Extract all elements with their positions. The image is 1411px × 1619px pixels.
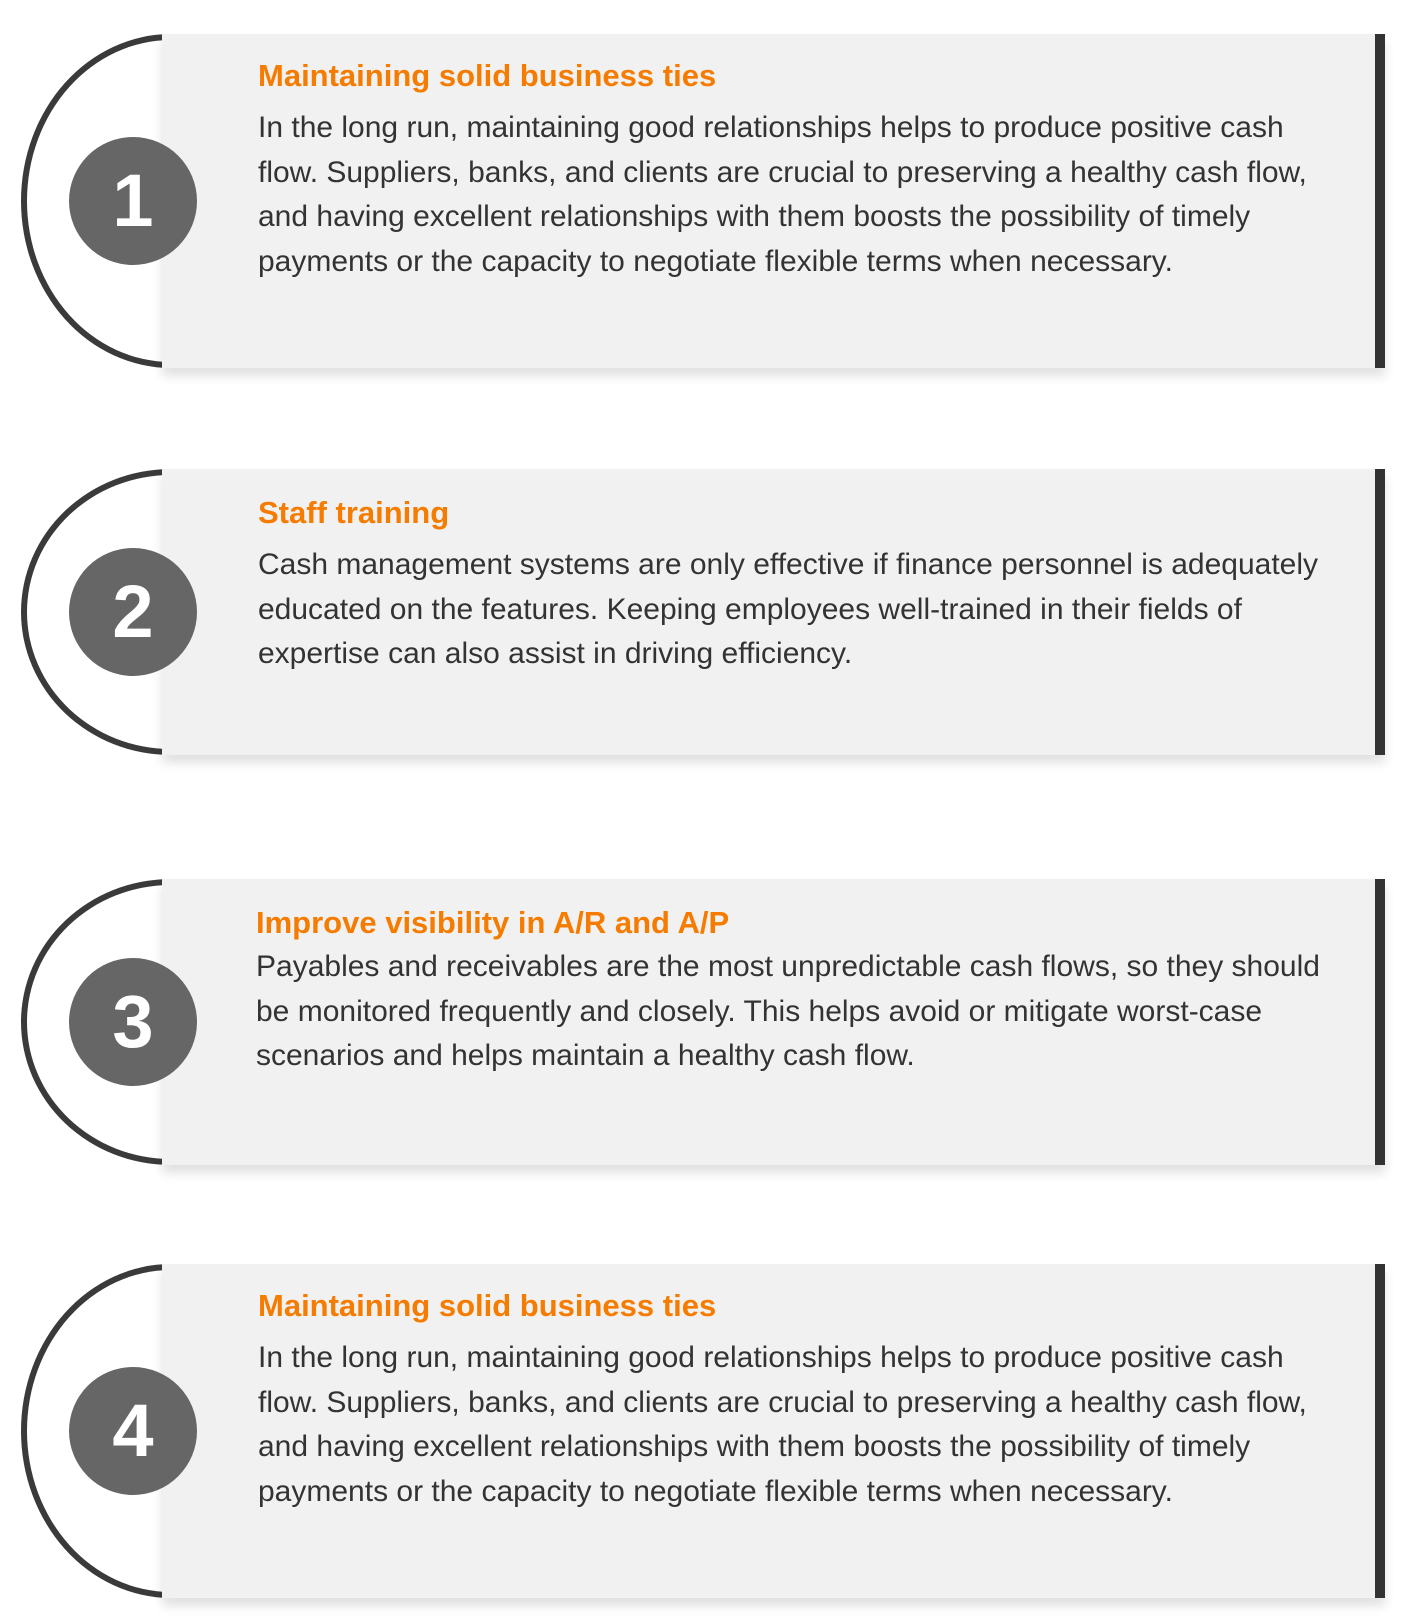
step-number-badge: 3: [69, 958, 197, 1086]
step-4: [0, 1264, 1411, 1598]
step-title: Improve visibility in A/R and A/P: [256, 905, 730, 940]
step-number-badge: 4: [69, 1367, 197, 1495]
step-body: In the long run, maintaining good relationships helps to produce positive cash flow. Suppliers, banks, and clients are crucial to preserving a healthy cash flow, and having excellent relationships with them boosts the possibility of timely payments or the capacity to negotiate flexible terms when necessary.: [258, 111, 1307, 278]
step-3: [0, 879, 1411, 1165]
step-body: In the long run, maintaining good relationships helps to produce positive cash flow. Suppliers, banks, and clients are crucial to preserving a healthy cash flow, and having excellent relationships with them boosts the possibility of timely payments or the capacity to negotiate flexible terms when necessary.: [258, 1341, 1307, 1508]
step-body: Cash management systems are only effective if finance personnel is adequately educated on the features. Keeping employees well-trained in their fields of expertise can also assist in driving efficiency.: [258, 548, 1319, 670]
step-2: [0, 469, 1411, 755]
step-title: Maintaining solid business ties: [258, 1288, 717, 1323]
step-1: [0, 34, 1411, 368]
step-body: Payables and receivables are the most unpredictable cash flows, so they should be monitored frequently and closely. This helps avoid or mitigate worst-case scenarios and helps maintain a healthy cash flow.: [256, 950, 1320, 1072]
step-title: Maintaining solid business ties: [258, 58, 717, 93]
step-number-badge: 2: [69, 548, 197, 676]
step-title: Staff training: [258, 495, 450, 530]
step-number-badge: 1: [69, 137, 197, 265]
